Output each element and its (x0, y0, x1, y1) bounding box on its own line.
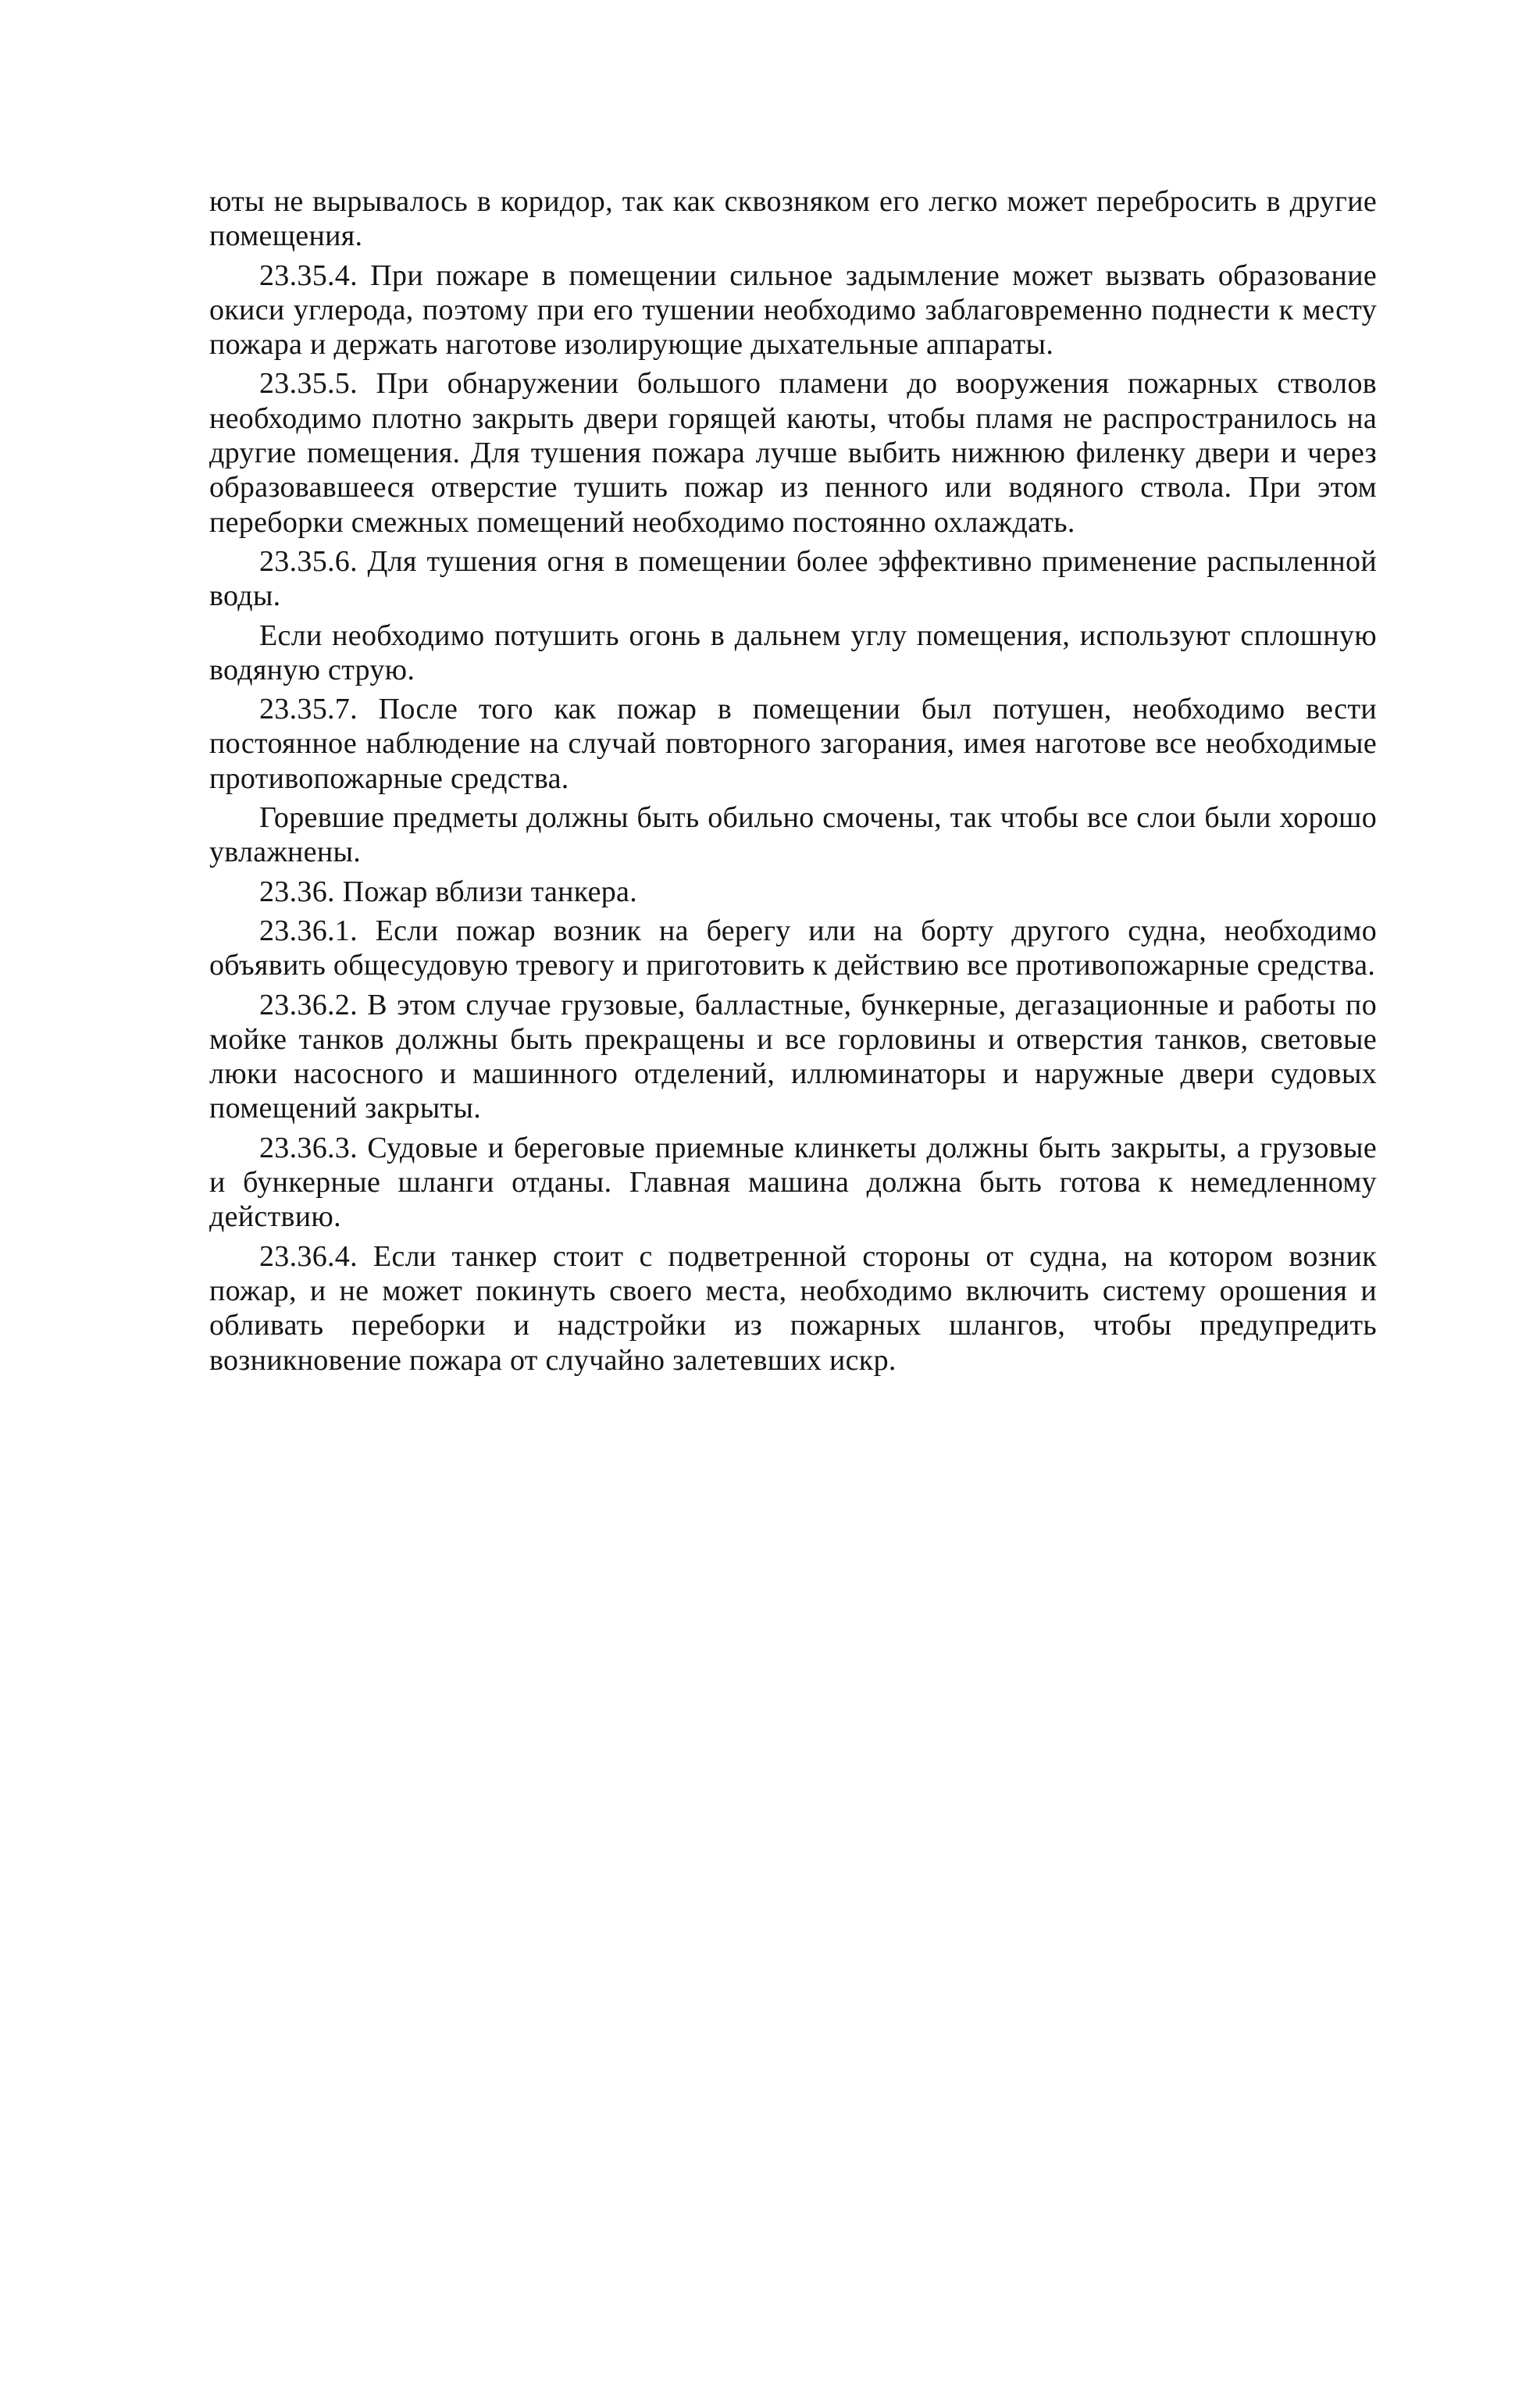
paragraph-23-35-7: 23.35.7. После того как пожар в помещении был потушен, необходимо вести постоянное наблюдение на случай повторного загорания, имея наготове все необходимые противопожарные средства. (209, 693, 1377, 795)
paragraph-23-36-2: 23.36.2. В этом случае грузовые, балластные, бункерные, дегазационные и работы по мойке танков должны быть прекращены и все горловины и отверстия танков, световые люки насосного и машинного отделений, иллюминаторы и наружные двери судовых помещений закрыты. (209, 988, 1377, 1125)
paragraph-23-35-7-continued: Горевшие предметы должны быть обильно смочены, так чтобы все слои были хорошо увлажнены. (209, 801, 1377, 869)
paragraph-23-36-4: 23.36.4. Если танкер стоит с подветренной стороны от судна, на котором возник пожар, и не может покинуть своего места, необходимо включить систему орошения и обливать переборки и надстройки из пожарных шлангов, чтобы предупредить возникновение пожара от случайно залетевших искр. (209, 1239, 1377, 1377)
paragraph-23-35-6-continued: Если необходимо потушить огонь в дальнем углу помещения, используют сплошную водяную струю. (209, 618, 1377, 686)
paragraph-23-35-4: 23.35.4. При пожаре в помещении сильное задымление может вызвать образование окиси углерода, поэтому при его тушении необходимо заблаговременно поднести к месту пожара и держать наготове изолирующие дыхательные аппараты. (209, 258, 1377, 362)
paragraph-continuation: юты не вырывалось в коридор, так как сквозняком его легко может перебросить в другие помещения. (209, 185, 1377, 253)
paragraph-23-35-5: 23.35.5. При обнаружении большого пламени до вооружения пожарных стволов необходимо плотно закрыть двери горящей каюты, чтобы пламя не распространилось на другие помещения. Для тушения пожара лучше выбить нижнюю филенку двери и через образовавшееся отверстие тушить пожар из пенного или водяного ствола. При этом переборки смежных помещений необходимо постоянно охлаждать. (209, 367, 1377, 539)
paragraph-23-36-1: 23.36.1. Если пожар возник на берегу или на борту другого судна, необходимо объявить общесудовую тревогу и приготовить к действию все противопожарные средства. (209, 914, 1377, 982)
section-heading-23-36: 23.36. Пожар вблизи танкера. (259, 875, 638, 908)
paragraph-23-35-6: 23.35.6. Для тушения огня в помещении более эффективно применение распыленной воды. (209, 544, 1377, 613)
paragraph-23-36-3: 23.36.3. Судовые и береговые приемные клинкеты должны быть закрыты, а грузовые и бункерные шланги отданы. Главная машина должна быть готова к немедленному действию. (209, 1131, 1377, 1234)
body-text (209, 184, 1377, 1382)
